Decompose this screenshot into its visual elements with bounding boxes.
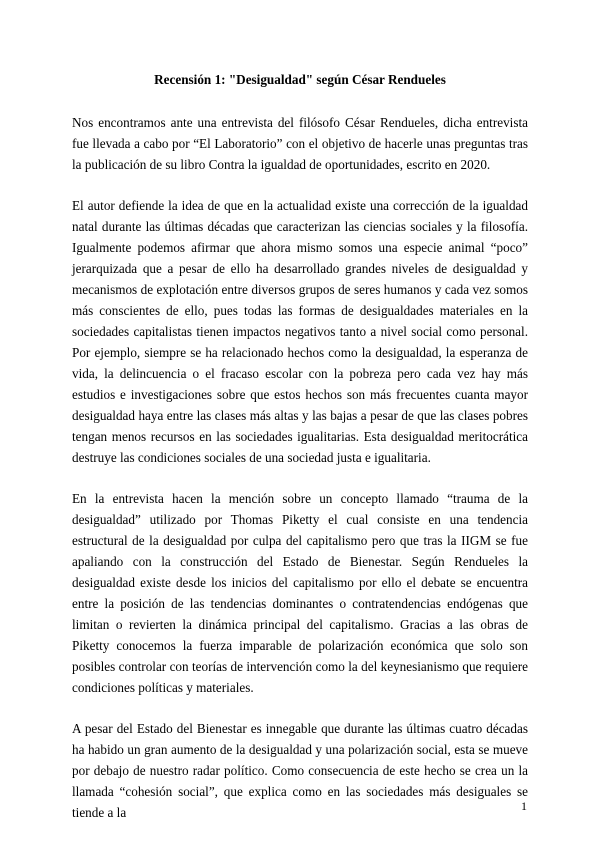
document-body [72,112,528,843]
paragraph-author-thesis: El autor defiende la idea de que en la actualidad existe una corrección de la igualdad natal durante las últimas décadas que caracterizan las ciencias sociales y la filosofía. Igualmente podemos afirmar que ahora mismo somos una especie animal “poco” jerarquizada que a pesar de ello ha desarrollado grandes niveles de desigualdad y mecanismos de explotación entre diversos grupos de seres humanos y cada vez somos más conscientes de ello, pues todas las formas de desigualdades materiales en la sociedades capitalistas tienen impactos negativos tanto a nivel social como personal. Por ejemplo, siempre se ha relacionado hechos como la desigualdad, la esperanza de vida, la delincuencia o el fracaso escolar con la pobreza pero cada vez hay más estudios e investigaciones sobre que estos hechos son más frecuentes cuanta mayor desigualdad haya entre las clases más altas y las bajas a pesar de que las clases pobres tengan menos recursos en las sociedades igualitarias. Esta desigualdad meritocrática destruye las condiciones sociales de una sociedad justa e igualitaria. [72,198,528,465]
paragraph-piketty-trauma: En la entrevista hacen la mención sobre un concepto llamado “trauma de la desigualdad” utilizado por Thomas Piketty el cual consiste en una tendencia estructural de la desigualdad por culpa del capitalismo pero que tras la IIGM se fue apaliando con la construcción del Estado de Bienestar. Según Rendueles la desigualdad existe desde los inicios del capitalismo por ello el debate se encuentra entre la posición de las tendencias dominantes o contratendencias endógenas que limitan o revierten la dinámica principal del capitalismo. Gracias a las obras de Piketty conocemos la fuerza imparable de polarización económica que solo son posibles controlar con teorías de intervención como la del keynesianismo que requiere condiciones políticas y materiales. [72,491,528,695]
paragraph-welfare-state: A pesar del Estado del Bienestar es innegable que durante las últimas cuatro décadas ha habido un gran aumento de la desigualdad y una polarización social, esta se mueve por debajo de nuestro radar político. Como consecuencia de este hecho se crea un la llamada “cohesión social”, que explica como en las sociedades más desiguales se tiende a la [72,721,528,820]
document-title: Recensión 1: "Desigualdad" según César Rendueles [154,72,446,87]
paragraph-intro: Nos encontramos ante una entrevista del filósofo César Rendueles, dicha entrevista fue llevada a cabo por “El Laboratorio” con el objetivo de hacerle unas preguntas tras la publicación de su libro Contra la igualdad de oportunidades, escrito en 2020. [72,115,528,172]
page-number: 1 [521,799,527,813]
